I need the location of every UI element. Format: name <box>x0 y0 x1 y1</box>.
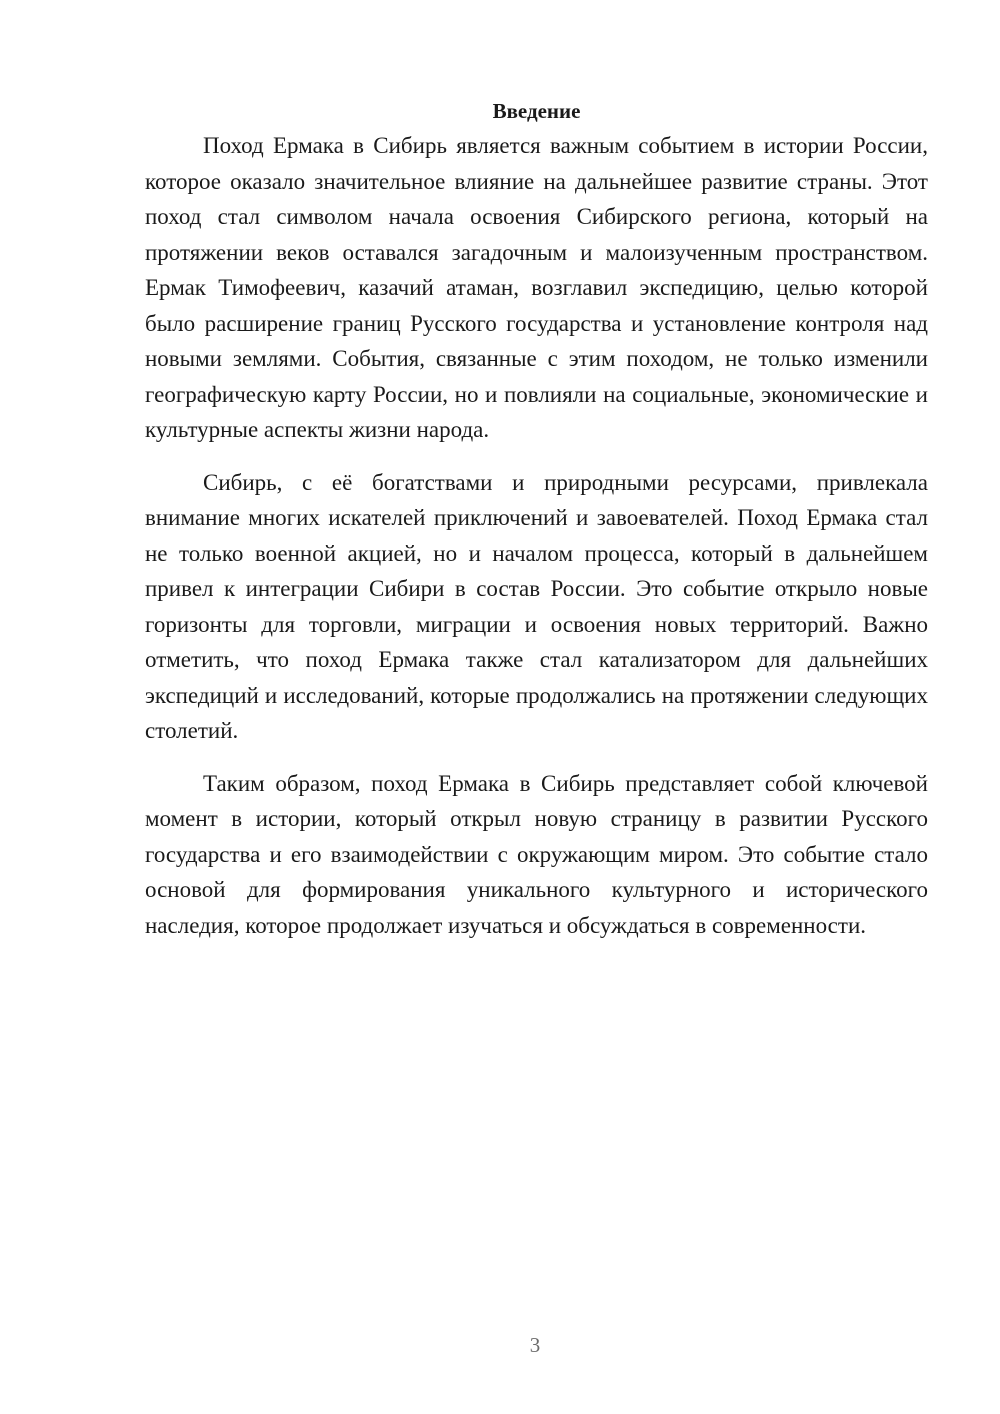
paragraph-2: Сибирь, с её богатствами и природными ресурсами, привлекала внимание многих искателей приключений и завоевателей. Поход Ермака стал не только военной акцией, но и началом процесса, который в дальнейшем привел к интеграции Сибири в состав России. Это событие открыло новые горизонты для торговли, миграции и освоения новых территорий. Важно отметить, что поход Ермака также стал катализатором для дальнейших экспедиций и исследований, которые продолжались на протяжении следующих столетий. <box>145 469 928 743</box>
paragraph-3: Таким образом, поход Ермака в Сибирь представляет собой ключевой момент в истории, который открыл новую страницу в развитии Русского государства и его взаимодействии с окружающим миром. Это событие стало основой для формирования уникального культурного и исторического наследия, которое продолжает изучаться и обсуждаться в современности. <box>145 770 928 938</box>
page-content <box>145 94 928 943</box>
page-number: 3 <box>529 1333 541 1357</box>
paragraph-1: Поход Ермака в Сибирь является важным событием в истории России, которое оказало значительное влияние на дальнейшее развитие страны. Этот поход стал символом начала освоения Сибирского региона, который на протяжении веков оставался загадочным и малоизученным пространством. Ермак Тимофеевич, казачий атаман, возглавил экспедицию, целью которой было расширение границ Русского государства и установление контроля над новыми землями. События, связанные с этим походом, не только изменили географическую карту России, но и повлияли на социальные, экономические и культурные аспекты жизни народа. <box>145 133 928 442</box>
section-heading: Введение <box>492 99 581 123</box>
